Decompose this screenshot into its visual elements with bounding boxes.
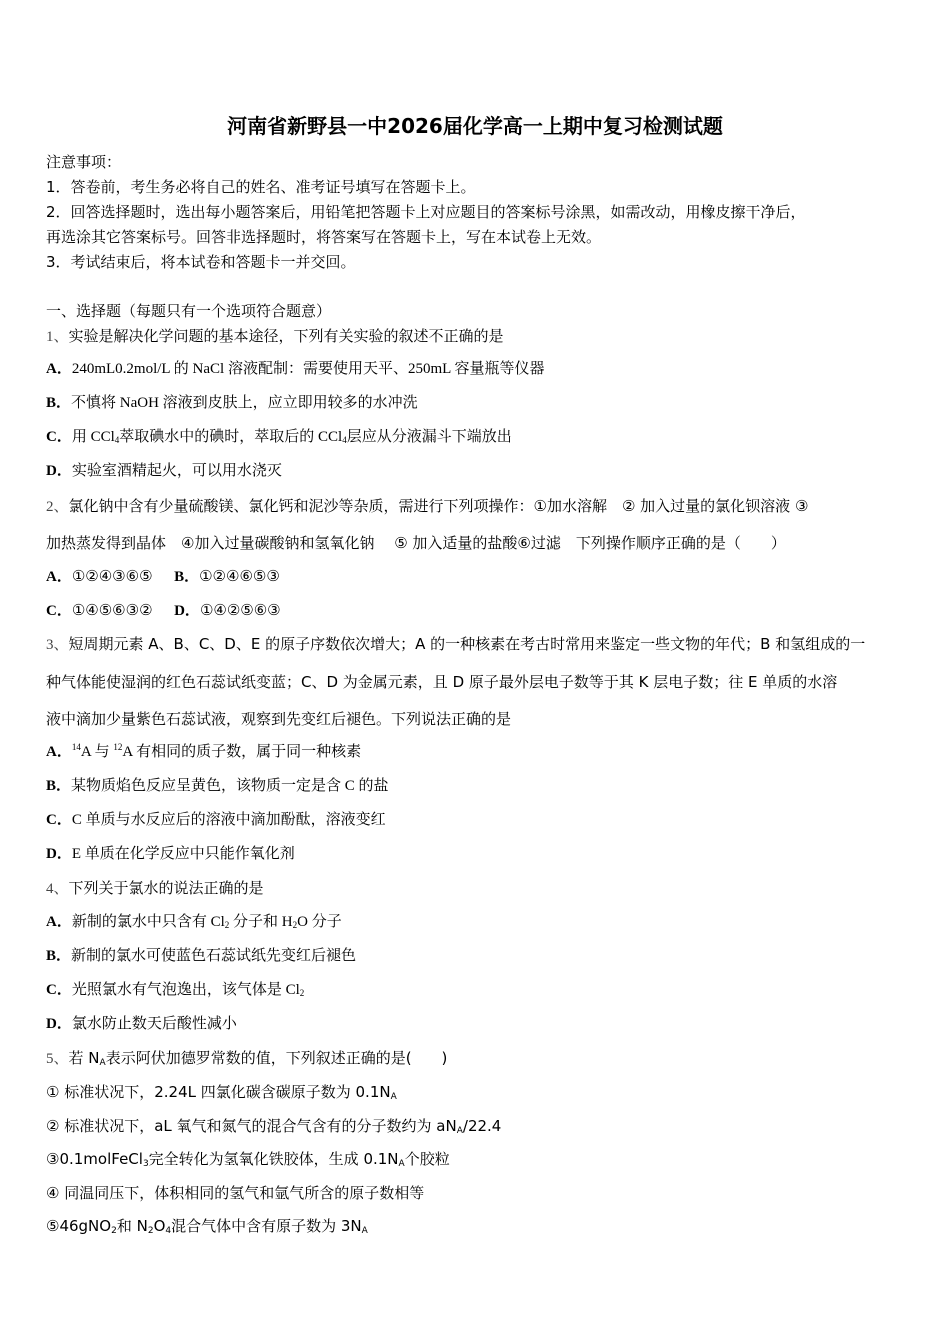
option-text: 实验室酒精起火，可以用水浇灭 [71,463,282,479]
option-text: ①④②⑤⑥③ [199,601,281,619]
option-letter: B． [46,778,72,794]
q4-option-d [46,1014,237,1034]
statement-text: 和 N [116,1217,148,1235]
notice-item-2: 2．回答选择题时，选出每小题答案后，用铅笔把答题卡上对应题目的答案标号涂黑，如需改动，用橡皮擦干净后， [46,203,806,221]
q1-option-d [46,461,282,481]
subscript: 4 [342,435,347,445]
q2-options-row-2 [46,600,281,621]
option-letter: D． [46,463,72,479]
option-text: ①②④⑥⑤③ [199,567,280,585]
option-letter: A． [46,569,72,585]
q5-statement-1 [46,1082,397,1102]
subscript: A [390,1092,397,1102]
question-5-stem [46,1048,447,1069]
statement-text: /22.4 [462,1117,502,1135]
subscript: A [361,1226,368,1236]
subscript: A [99,1058,106,1068]
q3-option-c [46,810,386,830]
question-3-stem-line-3: 液中滴加少量紫色石蕊试液，观察到先变红后褪色。下列说法正确的是 [46,710,512,728]
q4-option-c [46,980,304,1000]
option-text: 不慎将 NaOH 溶液到皮肤上，应立即用较多的水冲洗 [71,395,418,411]
subscript: 4 [114,435,120,445]
statement-text: ⑤46gNO [46,1217,112,1235]
statement-text: ② 标准状况下，aL 氧气和氮气的混合气含有的分子数约为 aN [46,1117,457,1135]
superscript: 14 [71,742,81,752]
option-letter: B． [46,948,72,964]
notice-item-1: 1．答卷前，考生务必将自己的姓名、准考证号填写在答题卡上。 [46,178,476,196]
option-text: A 与 [80,744,114,760]
q1-option-b [46,393,418,413]
option-letter: C． [46,812,72,828]
subscript: 2 [299,988,305,998]
question-number: 4、 [46,881,69,897]
option-letter: D． [46,846,72,862]
statement-text: 完全转化为氢氧化铁胶体，生成 0.1N [148,1150,399,1168]
subscript: 2 [224,920,230,930]
option-letter: C． [46,603,72,619]
question-text: 下列关于氯水的说法正确的是 [68,879,264,897]
option-text: ①④⑤⑥③② [71,601,153,619]
option-text: 新制的氯水中只含有 Cl [71,914,225,930]
subscript: A [456,1126,463,1136]
option-text: ①②④③⑥⑤ [71,567,153,585]
option-letter: B． [174,569,200,585]
option-letter: D． [46,1016,72,1032]
q5-statement-2 [46,1116,501,1136]
superscript: 12 [113,742,123,752]
option-letter: A． [46,361,72,377]
option-text: E 单质在化学反应中只能作氧化剂 [71,846,295,862]
q1-option-a [46,359,544,379]
question-text: 氯化钠中含有少量硫酸镁、氯化钙和泥沙等杂质，需进行下列项操作：①加水溶解 ② 加入过量的氯化钡溶液 ③ [68,497,809,515]
question-2-stem-line-1 [46,496,808,517]
q5-statement-4 [46,1183,424,1203]
subscript: 2 [292,920,298,930]
question-number: 1、 [46,329,69,345]
q2-options-row-1 [46,566,280,587]
subscript: 4 [165,1226,172,1236]
option-letter: C． [46,429,72,445]
option-text: C 单质与水反应后的溶液中滴加酚酞，溶液变红 [71,812,386,828]
option-text: 某物质焰色反应呈黄色，该物质一定是含 C 的盐 [71,778,389,794]
option-text: 层应从分液漏斗下端放出 [346,429,512,445]
option-text: 萃取碘水中的碘时，萃取后的 CCl [119,429,343,445]
question-1-stem [46,326,504,347]
option-text: 分子和 H [229,914,293,930]
q3-option-d [46,844,295,864]
question-text: 若 N [68,1049,100,1067]
q5-statement-5 [46,1216,368,1236]
document-title: 河南省新野县一中2026届化学高一上期中复习检测试题 [227,114,723,138]
question-3-stem-line-2: 种气体能使湿润的红色石蕊试纸变蓝；C、D 为金属元素，且 D 原子最外层电子数等于其 K 层电子数；往 E 单质的水溶 [46,673,838,691]
statement-text: O [153,1217,166,1235]
notice-item-2-cont: 再选涂其它答案标号。回答非选择题时，将答案写在答题卡上，写在本试卷上无效。 [46,228,602,246]
section-heading: 一、选择题（每题只有一个选项符合题意） [46,302,332,320]
option-text: A 有相同的质子数，属于同一种核素 [122,744,362,760]
statement-text: ④ 同温同压下，体积相同的氢气和氩气所含的原子数相等 [46,1184,425,1202]
question-number: 3、 [46,637,69,653]
q1-option-c [46,427,512,447]
option-text: O 分子 [297,914,342,930]
option-text: 新制的氯水可使蓝色石蕊试纸先变红后褪色 [71,948,357,964]
q3-option-b [46,776,389,796]
q4-option-b [46,946,356,966]
statement-text: ① 标准状况下，2.24L 四氯化碳含碳原子数为 0.1N [46,1083,391,1101]
question-3-stem-line-1 [46,634,865,655]
question-number: 2、 [46,499,69,515]
q3-option-a [46,742,361,762]
question-text: 短周期元素 A、B、C、D、E 的原子序数依次增大；A 的一种核素在考古时常用来鉴定一些文物的年代；B 和氢组成的一 [68,635,866,653]
statement-text: ③0.1molFeCl [46,1150,143,1168]
question-number: 5、 [46,1051,69,1067]
option-letter: A． [46,914,72,930]
subscript: A [398,1159,405,1169]
notice-item-3: 3．考试结束后，将本试卷和答题卡一并交回。 [46,253,356,271]
option-letter: C． [46,982,72,998]
subscript: 2 [111,1226,117,1236]
question-4-stem [46,878,264,899]
option-text: 用 CCl [71,429,115,445]
q4-option-a [46,912,342,932]
notice-heading: 注意事项： [46,153,122,171]
question-text: 表示阿伏加德罗常数的值，下列叙述正确的是( ) [105,1049,448,1067]
question-2-stem-line-2: 加热蒸发得到晶体 ④加入过量碳酸钠和氢氧化钠 ⑤ 加入适量的盐酸⑥过滤 下列操作顺序正确的是（ ） [46,534,786,552]
statement-text: 混合气体中含有原子数为 3N [171,1217,362,1235]
q5-statement-3 [46,1149,450,1169]
option-text: 氯水防止数天后酸性减小 [71,1016,237,1032]
subscript: 3 [142,1159,149,1169]
option-letter: B． [46,395,72,411]
subscript: 2 [147,1226,154,1236]
option-letter: A． [46,744,72,760]
statement-text: 个胶粒 [404,1150,450,1168]
option-text: 光照氯水有气泡逸出，该气体是 Cl [71,982,300,998]
question-text: 实验是解决化学问题的基本途径，下列有关实验的叙述不正确的是 [68,327,504,345]
option-text: 240mL0.2mol/L 的 NaCl 溶液配制：需要使用天平、250mL 容量瓶等仪器 [71,361,545,377]
option-letter: D． [174,603,200,619]
